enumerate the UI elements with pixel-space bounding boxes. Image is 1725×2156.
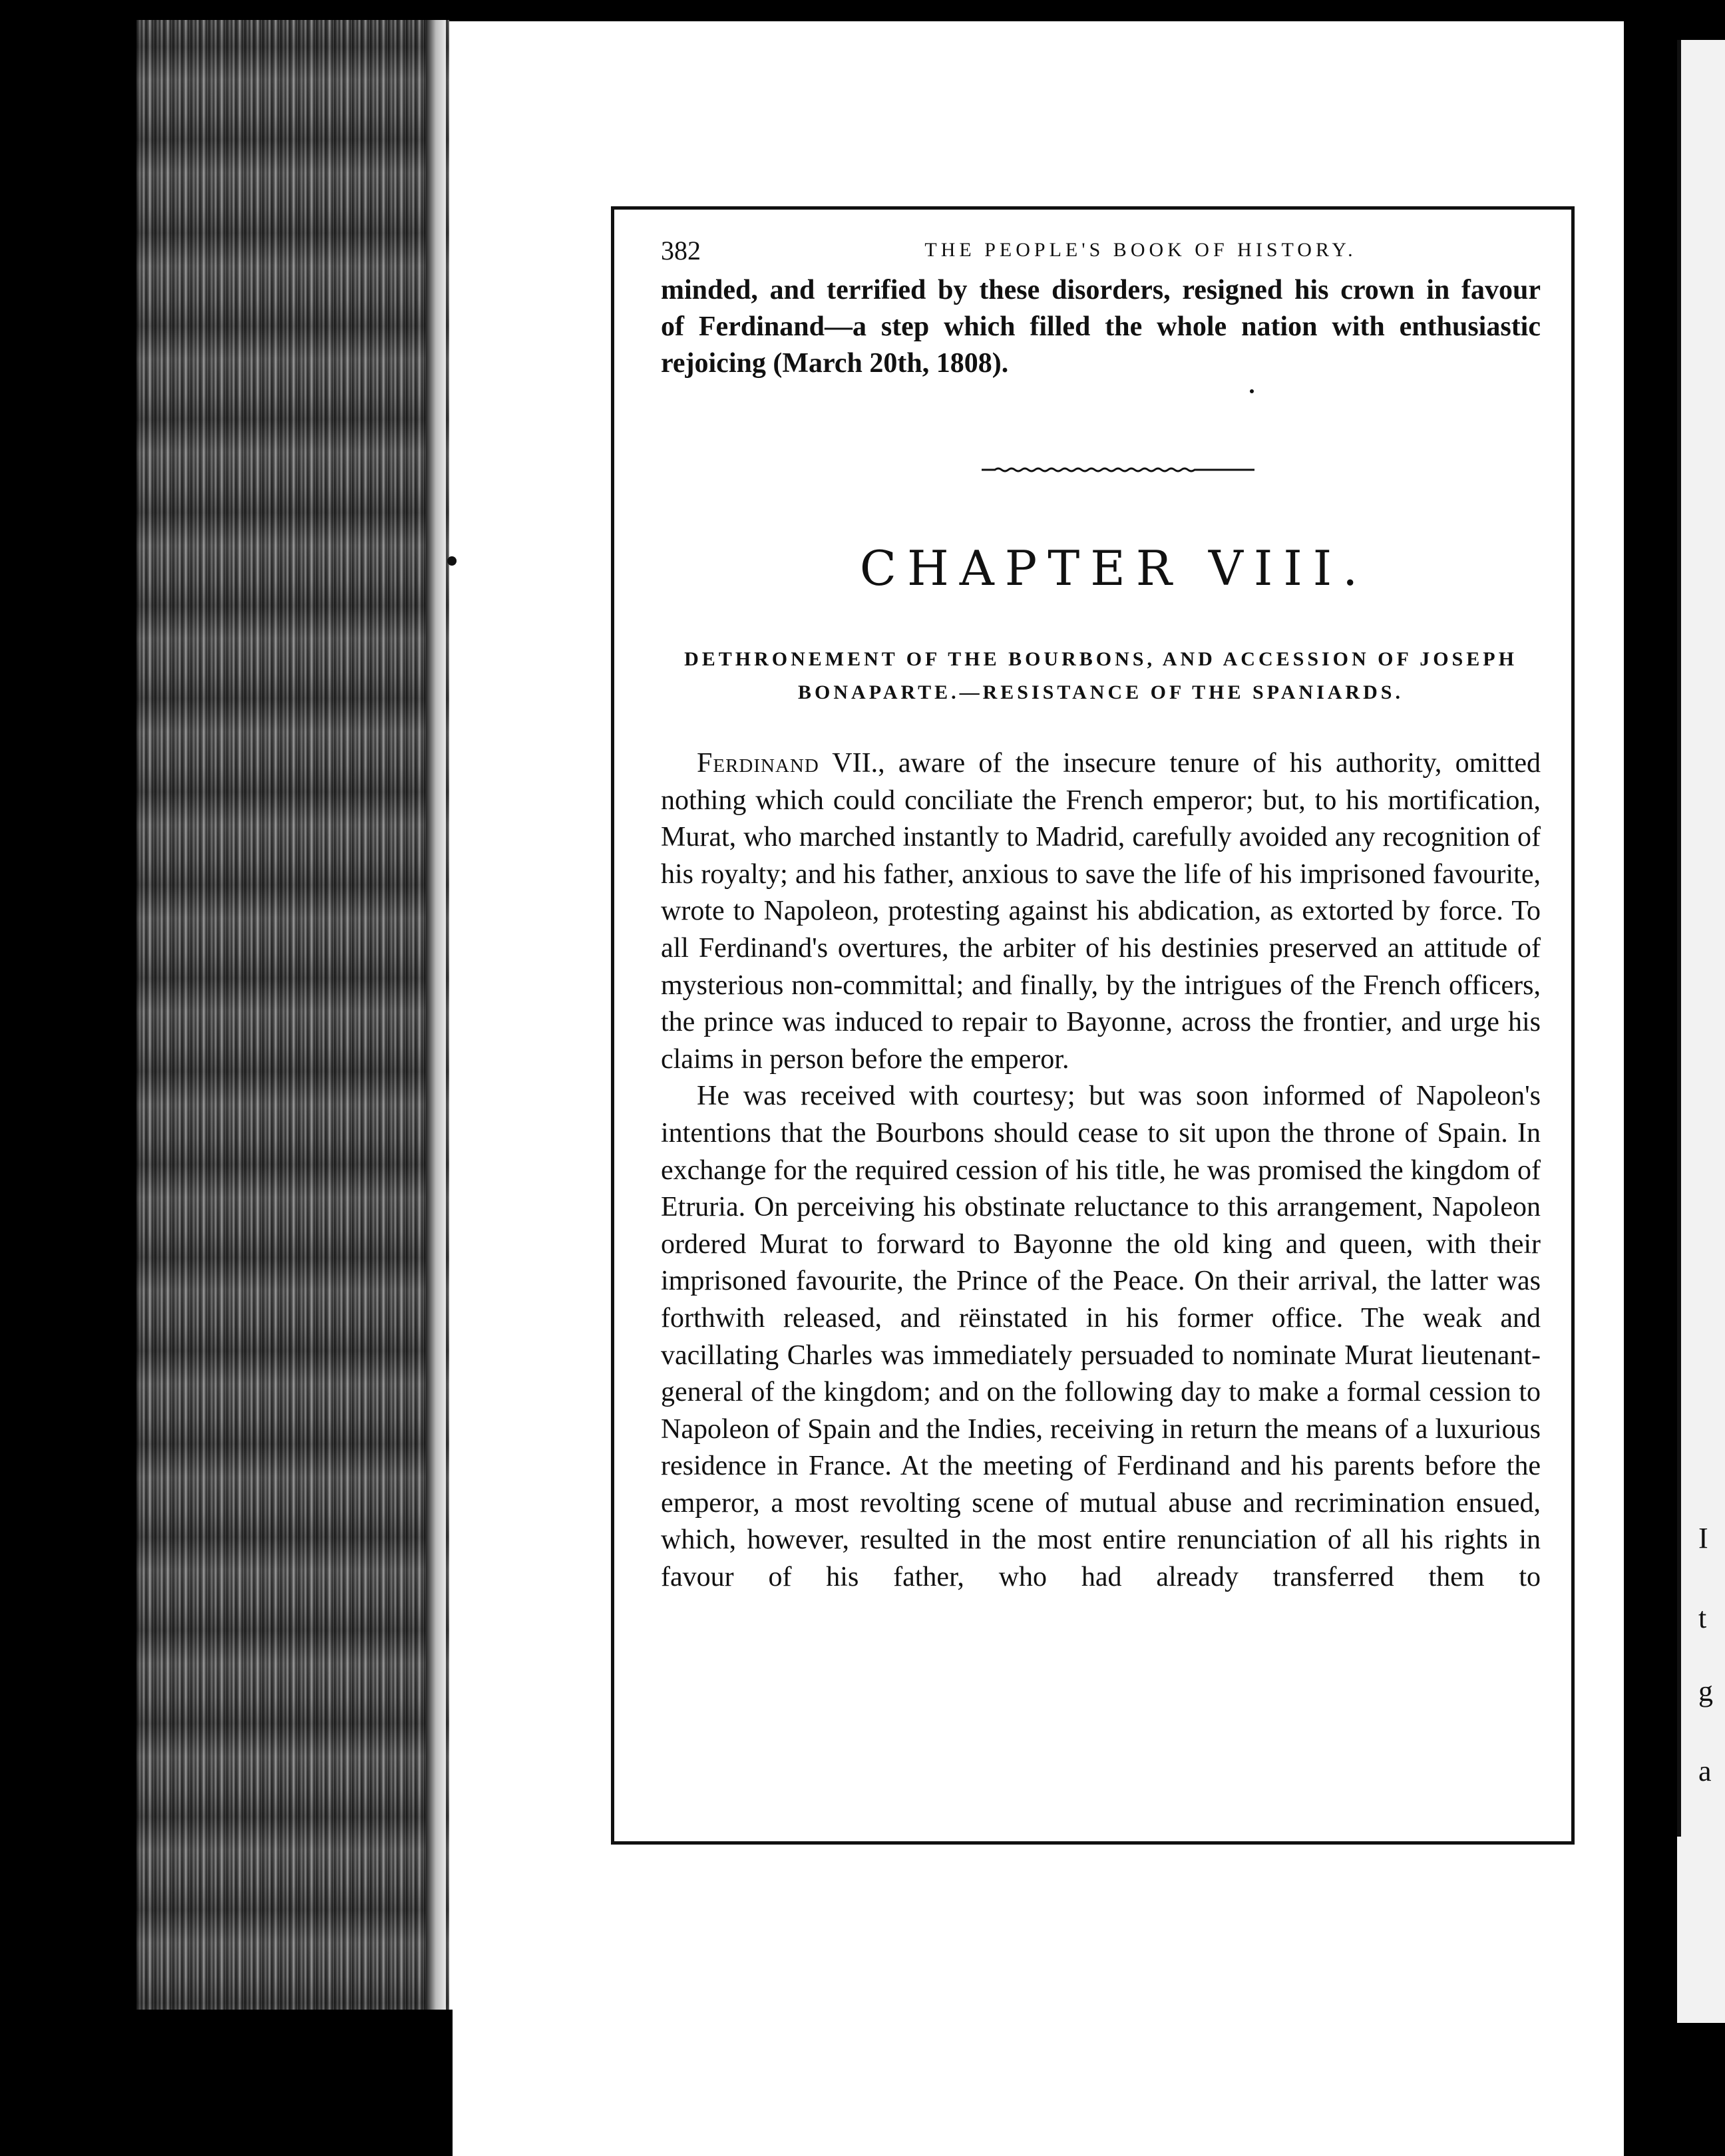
scanner-background [0,0,140,2156]
next-page-fragment: I [1698,1522,1708,1554]
page-content [661,232,1541,1596]
chapter-subtitle-line: BONAPARTE.—RESISTANCE OF THE SPANIARDS. [798,681,1404,703]
paragraph [661,745,1541,1078]
paragraph: He was received with courtesy; but was soon informed of Napoleon's intentions that the Bourbons should cease to sit upon the throne of Spain. In exchange for the required cession of his title, he was promised the kingdom of Etruria. On perceiving his obstinate reluctance to this arrangement, Napoleon ordered Murat to forward to Bayonne the old king and queen, with their imprisoned favourite, the Prince of the Peace. On their arrival, the latter was forthwith released, and rëinstated in his former office. The weak and vacillating Charles was immediately persuaded to nominate Murat lieutenant-general of the kingdom; and on the following day to make a formal cession to Napoleon of Spain and the Indies, receiving in return the means of a luxurious residence in France. At the meeting of Ferdinand and his parents before the emperor, a most revolting scene of mutual abuse and recrimination ensued, which, however, resulted in the most entire renunciation of all his rights in favour of his father, who had already transferred them to [661,1081,1541,1593]
next-page-fragment: a [1698,1755,1712,1787]
page-edge-highlight [426,20,446,2010]
scan-speck [447,556,457,566]
running-title: THE PEOPLE'S BOOK OF HISTORY. [924,239,1357,261]
page-number: 382 [661,236,701,266]
chapter-heading: CHAPTER VIII. [859,540,1369,596]
running-head [661,232,1541,270]
text-line: of Ferdinand—a step which filled the whole nation with enthusiastic [661,311,1541,342]
page-border [611,206,1575,1845]
next-page-sliver [1677,40,1725,2023]
carry-over-text [661,272,1541,382]
lead-word: Ferdinand [697,748,819,779]
book-fore-edge [136,20,449,2010]
chapter-subtitle [661,643,1541,709]
next-page-fragment: t [1698,1602,1707,1634]
scan-top-edge [0,0,1725,21]
text-line: rejoicing (March 20th, 1808). [661,348,1009,379]
text-line: minded, and terrified by these disorders, resigned his crown in favour [661,275,1541,305]
paragraph-text: VII., aware of the insecure tenure of his authority, omitted nothing which could conciliate the French emperor; but, to his mortification, Murat, who marched instantly to Madrid, carefully avoided any recognition of his royalty; and his father, anxious to save the life of his imprisoned favourite, wrote to Napoleon, protesting against his abdication, as extorted by force. To all Ferdinand's overtures, the arbiter of his destinies preserved an attitude of mysterious non-committal; and finally, by the intrigues of the French officers, the prince was induced to repair to Bayonne, across the frontier, and urge his claims in person before the emperor. [661,748,1541,1075]
scan-bottom-edge [0,2010,453,2156]
chapter-subtitle-line: DETHRONEMENT OF THE BOURBONS, AND ACCESSION OF JOSEPH [684,648,1517,670]
next-page-fragment: g [1698,1675,1713,1707]
ornamental-divider [982,466,1254,474]
chapter-body [661,745,1541,1596]
next-page-frame-line [1677,40,1681,1837]
